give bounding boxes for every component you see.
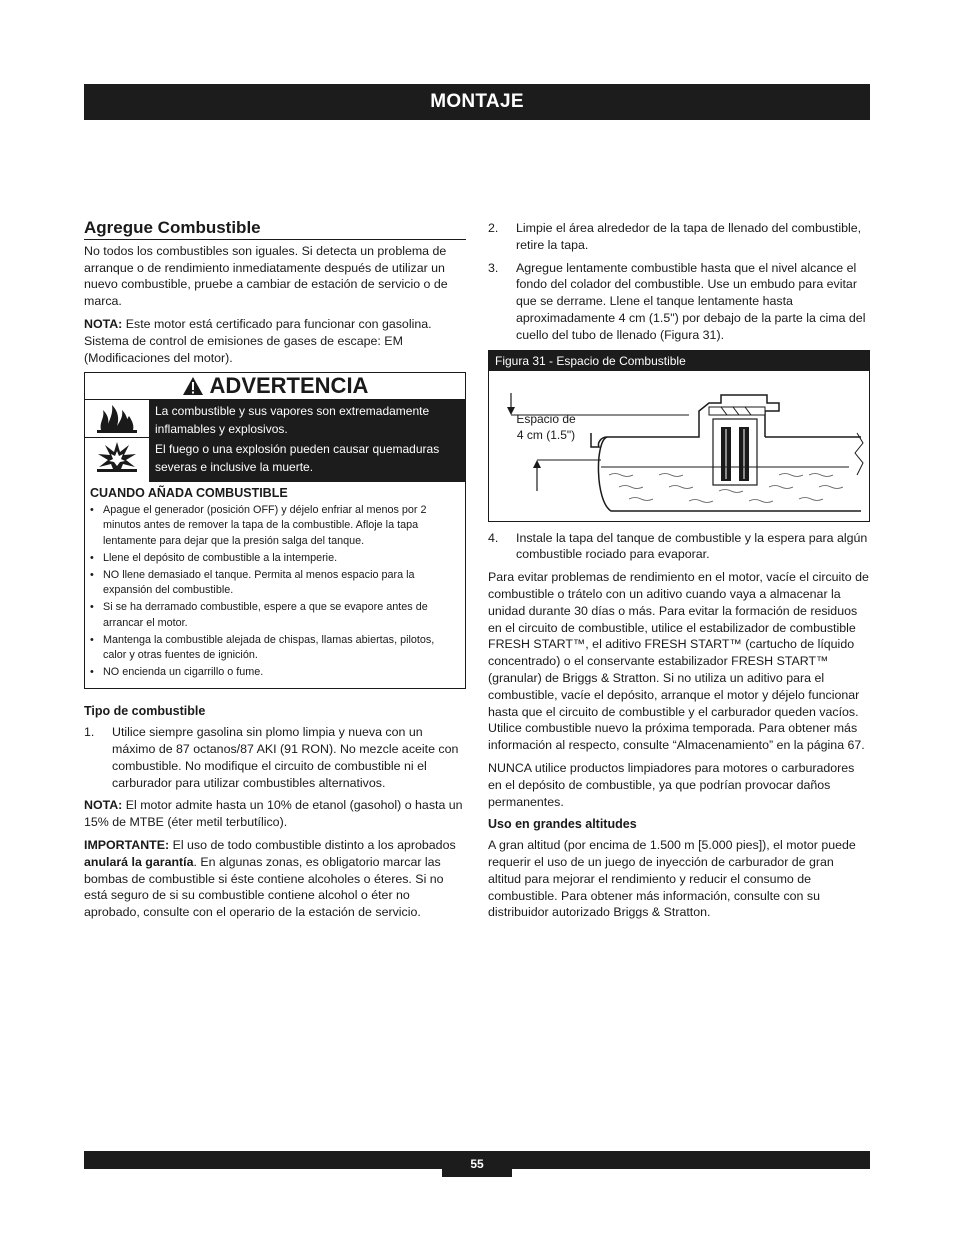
hazard-explosion-text: El fuego o una explosión pueden causar quemaduras severas e inclusive la muerte. — [155, 442, 440, 474]
altitude-paragraph: A gran altitud (por encima de 1.500 m [5.000 pies]), el motor puede requerir el uso de un juego de inyección de carburador de gran altitud para mejorar el rendimiento y reducir el consumo de combustible. Para obtener más información, consulte con su distribuidor autorizado Briggs & Stratton. — [488, 838, 856, 920]
warning-item: • Apague el generador (posición OFF) y déjelo enfriar al menos por 2 minutos antes de remover la tapa de la combustible. Afloje la tapa lentamente para dejar que la presión salga del tanque. — [90, 503, 457, 549]
intro-paragraph: No todos los combustibles son iguales. Si detecta un problema de arranque o de rendimiento inmediatamente después de utilizar un nuevo combustible, pruebe a cambiar de estación de servicio o de marca. — [84, 243, 448, 309]
important-label: IMPORTANTE: — [84, 837, 170, 852]
figure-label — [503, 411, 589, 443]
right-column — [488, 220, 870, 927]
warning-item: • Llene el depósito de combustible a la intemperie. — [90, 551, 457, 566]
note2-text: El motor admite hasta un 10% de etanol (gasohol) o hasta un 15% de MTBE (éter metil terbutílico). — [84, 798, 463, 830]
heading-add-fuel: Agregue Combustible — [84, 220, 466, 240]
important-text: El uso de todo combustible distinto a los aprobados — [169, 837, 456, 852]
important-text-continued: . En algunas zonas, es obligatorio marcar las bombas de combustible si éste contiene alcoholes o éteres. Si no está seguro de si su combustible contiene alcohol o éter no aprobado, consulte con el operario de la estación de servicio. — [84, 854, 444, 920]
warning-header — [85, 373, 465, 400]
step-3 — [488, 260, 870, 344]
warning-item: • Si se ha derramado combustible, espere a que se evapore antes de arrancar el motor. — [90, 600, 457, 630]
figure-31 — [488, 350, 870, 522]
step-number: 2. — [488, 221, 499, 235]
section-title: MONTAJE — [430, 91, 524, 112]
warning-box — [84, 372, 466, 689]
hazard-row — [85, 400, 465, 482]
fuel-type-heading: Tipo de combustible — [84, 704, 206, 719]
warning-item: • NO encienda un cigarrillo o fume. — [90, 665, 457, 680]
explosion-icon — [85, 438, 149, 475]
hazard-text — [149, 400, 465, 482]
figure-label-line2: 4 cm (1.5") — [516, 427, 576, 442]
step-number: 1. — [84, 725, 95, 740]
step-text: Agregue lentamente combustible hasta que el nivel alcance el fondo del colador del combustible. Use un embudo para evitar que se derrame. Llene el tanque lentamente hasta aproximadamente 4 cm (1.5") por debajo de la parte la cima del cuello del tubo de llenado (Figura 31). — [516, 260, 866, 342]
note-label: NOTA: — [84, 316, 123, 331]
step-number: 3. — [488, 260, 499, 275]
section-header — [84, 84, 870, 120]
warning-item: • Mantenga la combustible alejada de chispas, llamas abiertas, pilotos, calor y otras fuentes de ignición. — [90, 633, 457, 663]
figure-illustration — [489, 371, 869, 521]
altitude-heading: Uso en grandes altitudes — [488, 817, 637, 832]
step-number: 4. — [488, 530, 499, 545]
note-text: Este motor está certificado para funcionar con gasolina. Sistema de control de emisiones de gases de escape: EM (Modificaciones del motor). — [84, 316, 432, 365]
fuel-tank-diagram — [489, 371, 869, 521]
note-paragraph — [84, 316, 466, 366]
warning-subtitle: CUANDO AÑADA COMBUSTIBLE — [90, 486, 288, 501]
step-text: Limpie el área alrededor de la tapa de llenado del combustible, retire la tapa. — [516, 221, 862, 252]
step-text: Utilice siempre gasolina sin plomo limpia y nueva con un máximo de 87 octanos/87 AKI (91 RON). No mezcle aceite con combustible. No modifique el circuito de combustible ni el carburador para utilizar combustibles alternativos. — [112, 725, 459, 790]
hazard-flammable-text: La combustible y sus vapores son extremadamente inflamables y explosivos. — [155, 404, 430, 436]
note2-paragraph — [84, 797, 466, 831]
step-text: Instale la tapa del tanque de combustible y la espera para algún combustible rociado para evaporar. — [516, 530, 868, 562]
important-paragraph — [84, 837, 466, 921]
figure-title: Figura 31 - Espacio de Combustible — [489, 351, 869, 371]
step-1 — [84, 724, 466, 791]
left-column — [84, 220, 466, 927]
step-2 — [488, 220, 870, 254]
note2-label: NOTA: — [84, 798, 123, 813]
warning-list — [85, 503, 465, 688]
fire-icon — [85, 400, 149, 438]
cleaner-warning-paragraph: NUNCA utilice productos limpiadores para motores o carburadores en el depósito de combustible, ya que podrían provocar daños permanentes. — [488, 760, 855, 809]
step-4 — [488, 530, 870, 564]
warning-triangle-icon — [182, 376, 204, 396]
warning-item: • NO llene demasiado el tanque. Permita al menos espacio para la expansión del combustible. — [90, 568, 457, 598]
figure-label-line1: Espacio de — [516, 411, 576, 426]
page-number: 55 — [442, 1151, 512, 1177]
hazard-icons — [85, 400, 149, 482]
warning-title: ADVERTENCIA — [209, 372, 369, 398]
warranty-void-text: anulará la garantía — [84, 854, 194, 869]
storage-paragraph: Para evitar problemas de rendimiento en el motor, vacíe el circuito de combustible o trátelo con un aditivo cuando vaya a almacenar la unidad durante 30 días o más. Para evitar la formación de residuos en el circuito de combustible, utilice el estabilizador de combustible FRESH START™, el aditivo FRESH START™ (cartucho de líquido concentrado) o el conservante estabilizador FRESH START™ (granular) de Briggs & Stratton. Si no utiliza un aditivo para el combustible, vacíe el depósito, arranque el motor y déjelo funcionar hasta que el circuito de combustible y el carburador queden vacíos. Utilice combustible nuevo la próxima temporada. Para obtener más información al respecto, consulte “Almacenamiento” en la página 67. — [488, 570, 869, 753]
